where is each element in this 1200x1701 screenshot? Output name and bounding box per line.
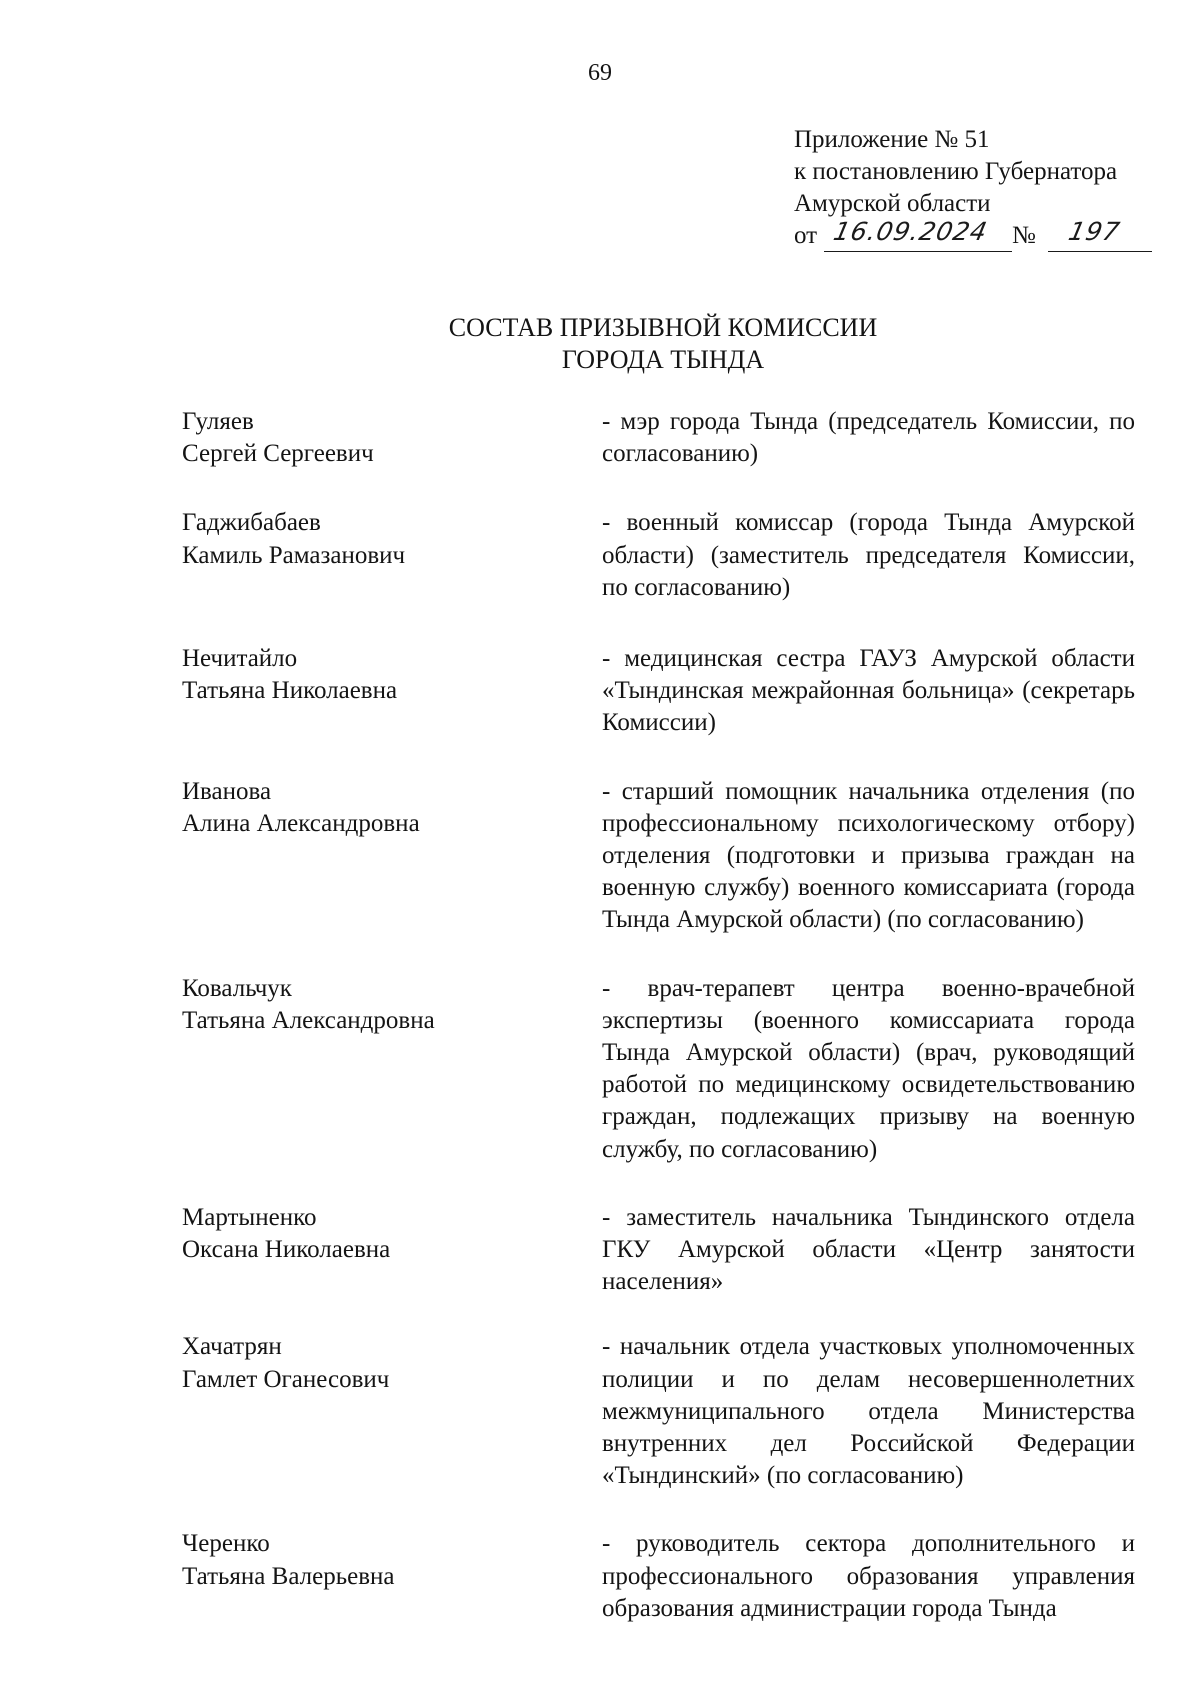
appendix-region: Амурской области (794, 190, 991, 217)
member-role: - мэр города Тында (председатель Комиссии, по согласованию) (602, 408, 1135, 468)
handwritten-date: 16.09.2024 (831, 217, 991, 246)
member-role: - начальник отдела участковых уполномоченных полиции и по делам несовершеннолетних межмуниципального отдела Министерства внутренних дел Российской Федерации «Тындинский» (по согласованию) (602, 1333, 1135, 1490)
member-role: - заместитель начальника Тындинского отдела ГКУ Амурской области «Центр занятости населения» (602, 1203, 1135, 1296)
member-role: - врач-терапевт центра военно-врачебной экспертизы (военного комиссариата города Тында Амурской области) (врач, руководящий работой по медицинскому освидетельствованию граждан, подлежащих призыву на военную службу, по согласованию) (602, 974, 1135, 1163)
member-surname: Гуляев (182, 408, 254, 435)
member-given-names: Алина Александровна (182, 809, 420, 837)
handwritten-number: 197 (1066, 217, 1123, 246)
member-name (182, 643, 602, 740)
member-role: - руководитель сектора дополнительного и профессионального образования управления образования администрации города Тында (602, 1530, 1135, 1622)
appendix-date-number-line (794, 217, 1174, 254)
member-given-names: Татьяна Валерьевна (182, 1562, 395, 1590)
member-surname: Нечитайло (182, 645, 298, 673)
document-title (0, 312, 1200, 376)
member-surname: Хачатрян (182, 1333, 282, 1361)
member-name (182, 1528, 602, 1625)
member-given-names: Татьяна Николаевна (182, 677, 398, 705)
appendix-number: Приложение № 51 (794, 126, 990, 153)
member-given-names: Камиль Рамазанович (182, 541, 406, 569)
member-name (182, 1202, 602, 1299)
member-role: - медицинская сестра ГАУЗ Амурской области «Тындинская межрайонная больница» (секретарь Комиссии) (602, 645, 1135, 737)
number-underline (1048, 251, 1152, 252)
number-label: № (1012, 222, 1036, 249)
member-given-names: Оксана Николаевна (182, 1236, 391, 1264)
appendix-decree: к постановлению Губернатора (794, 158, 1118, 185)
list-item (182, 776, 1142, 937)
member-role: - старший помощник начальника отделения (по профессиональному психологическому отбору) отделения (подготовки и призыва граждан на военную службу) военного комиссариата (города Тында Амурской области) (по согласованию) (602, 777, 1135, 934)
date-prefix: от (794, 222, 818, 249)
list-item (182, 1528, 1142, 1625)
list-item (182, 406, 1142, 470)
member-surname: Черенко (182, 1530, 270, 1558)
date-underline (824, 251, 1012, 252)
list-item (182, 1202, 1142, 1299)
list-item (182, 643, 1142, 740)
list-item (182, 1331, 1142, 1492)
member-given-names: Татьяна Александровна (182, 1006, 435, 1034)
member-name (182, 973, 602, 1166)
appendix-block (794, 124, 1174, 254)
list-item (182, 507, 1142, 604)
page-number: 69 (588, 60, 612, 86)
title-line-1: СОСТАВ ПРИЗЫВНОЙ КОМИССИИ (448, 313, 878, 342)
title-line-2: ГОРОДА ТЫНДА (561, 345, 765, 374)
member-role: - военный комиссар (города Тында Амурской области) (заместитель председателя Комиссии, по согласованию) (602, 509, 1135, 601)
member-name (182, 507, 602, 604)
member-surname: Мартыненко (182, 1203, 317, 1231)
member-name (182, 406, 602, 470)
list-item (182, 973, 1142, 1166)
member-name (182, 776, 602, 937)
member-surname: Ковальчук (182, 974, 292, 1002)
member-surname: Гаджибабаев (182, 509, 321, 537)
member-name (182, 1331, 602, 1492)
member-list (182, 406, 1142, 1625)
member-surname: Иванова (182, 777, 272, 805)
member-given-names: Гамлет Оганесович (182, 1365, 390, 1393)
member-given-names: Сергей Сергеевич (182, 440, 374, 468)
